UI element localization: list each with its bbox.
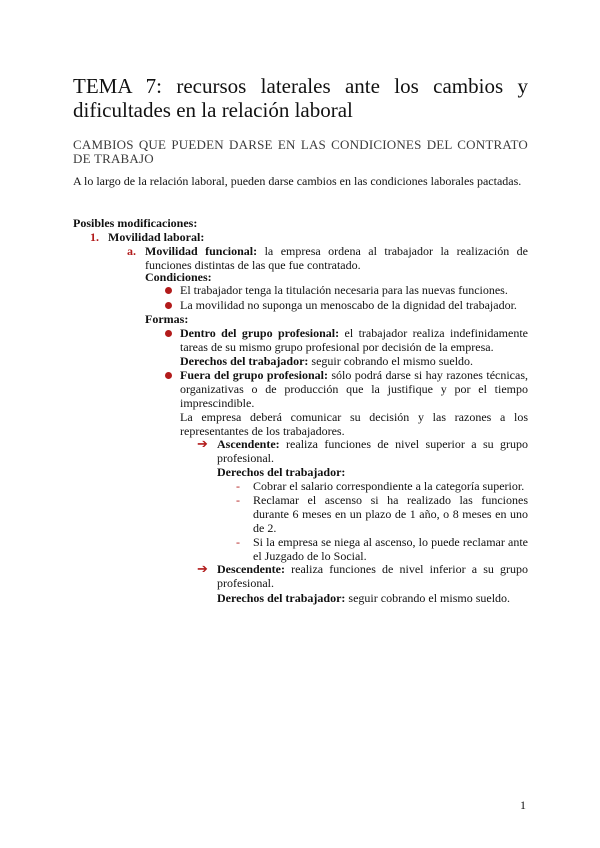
bullet-marker [165, 330, 172, 337]
section-heading: CAMBIOS QUE PUEDEN DARSE EN LAS CONDICIONES DEL CONTRATO DE TRABAJO [73, 137, 528, 166]
dash-marker: - [236, 535, 240, 549]
ascendente-derecho-item: Reclamar el ascenso si ha realizado las funciones durante 6 meses en un plazo de 1 año, o 8 meses en uno de 2. [253, 493, 528, 535]
page-number: 1 [520, 798, 526, 812]
formas-label: Formas: [145, 312, 189, 326]
condicion-item: La movilidad no suponga un menoscabo de la dignidad del trabajador. [180, 298, 517, 312]
posibles-label: Posibles modificaciones: [73, 216, 198, 230]
page-title: TEMA 7: recursos laterales ante los cambios y dificultades en la relación laboral [73, 74, 528, 122]
descendente-derechos: Derechos del trabajador: seguir cobrando el mismo sueldo. [217, 591, 511, 605]
condiciones-label: Condiciones: [145, 270, 212, 284]
bullet-marker [165, 287, 172, 294]
bullet-marker [165, 372, 172, 379]
dentro-derechos: Derechos del trabajador: seguir cobrando el mismo sueldo. [180, 354, 474, 368]
ascendente-derecho-item: Si la empresa se niega al ascenso, lo puede reclamar ante el Juzgado de lo Social. [253, 535, 528, 563]
dash-marker: - [236, 493, 240, 507]
item-a-marker: a. [127, 244, 136, 258]
item1-label: Movilidad laboral: [108, 230, 205, 244]
dash-marker: - [236, 479, 240, 493]
dentro-grupo-paragraph: Dentro del grupo profesional: el trabajador realiza indefinidamente tareas de su mismo grupo profesional por decisión de la empresa. [180, 326, 528, 354]
arrow-right-icon: ➔ [197, 561, 208, 576]
item-a-paragraph: Movilidad funcional: la empresa ordena al trabajador la realización de funciones distintas de las que fue contratado. [145, 244, 528, 272]
fuera-grupo-paragraph: Fuera del grupo profesional: sólo podrá darse si hay razones técnicas, organizativas o de producción que la justifique y por el tiempo imprescindible. [180, 368, 528, 410]
intro-paragraph: A lo largo de la relación laboral, pueden darse cambios en las condiciones laborales pactadas. [73, 174, 522, 188]
condicion-item: El trabajador tenga la titulación necesaria para las nuevas funciones. [180, 283, 508, 297]
descendente-paragraph: Descendente: realiza funciones de nivel inferior a su grupo profesional. [217, 562, 528, 590]
bullet-marker [165, 302, 172, 309]
ascendente-derechos-label: Derechos del trabajador: [217, 465, 346, 479]
item1-number: 1. [90, 230, 99, 244]
ascendente-paragraph: Ascendente: realiza funciones de nivel superior a su grupo profesional. [217, 437, 528, 465]
fuera-grupo-comunicacion: La empresa deberá comunicar su decisión y las razones a los representantes de los trabajadores. [180, 410, 528, 438]
ascendente-derecho-item: Cobrar el salario correspondiente a la categoría superior. [253, 479, 525, 493]
arrow-right-icon: ➔ [197, 436, 208, 451]
